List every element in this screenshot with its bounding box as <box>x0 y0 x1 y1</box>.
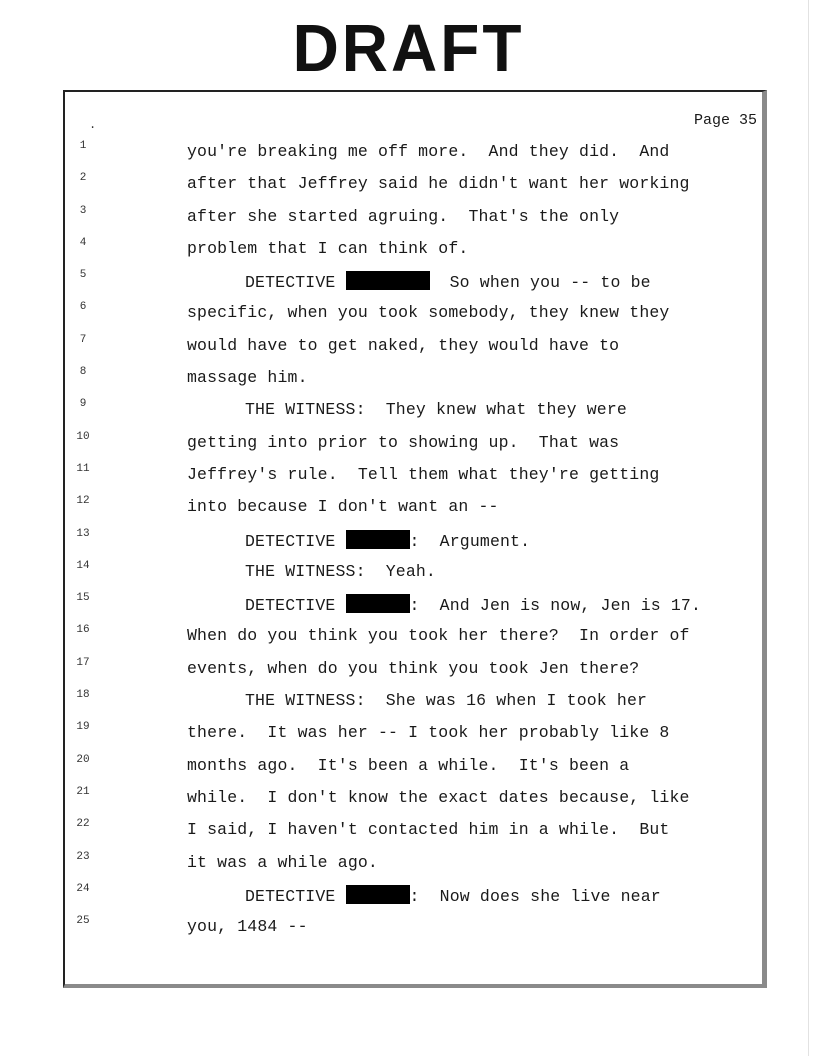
line-number: 15 <box>76 592 90 605</box>
line-number: 25 <box>76 915 90 928</box>
transcript-line <box>0 592 817 624</box>
transcript-line <box>0 915 817 947</box>
line-continuation: : And Jen is now, Jen is 17. <box>409 596 702 616</box>
line-text: problem that I can think of. <box>187 238 469 258</box>
line-text: after she started agruing. That's the only <box>187 206 620 226</box>
transcript-line <box>0 269 817 301</box>
line-text: it was a while ago. <box>187 852 378 872</box>
speaker-label: DETECTIVE <box>245 531 346 551</box>
line-number: 24 <box>76 882 90 895</box>
transcript-line <box>0 754 817 786</box>
line-continuation: So when you -- to be <box>429 273 651 293</box>
line-text: Jeffrey's rule. Tell them what they're getting <box>187 464 660 484</box>
transcript-line <box>0 528 817 560</box>
line-text: specific, when you took somebody, they knew they <box>187 303 670 323</box>
line-number: 21 <box>76 785 90 798</box>
line-text: I said, I haven't contacted him in a while. But <box>187 820 670 840</box>
line-text <box>187 885 661 906</box>
line-number: 12 <box>76 495 90 508</box>
line-continuation: : Now does she live near <box>409 886 661 906</box>
draft-stamp: DRAFT <box>292 10 525 86</box>
transcript-line <box>0 818 817 850</box>
line-number: 16 <box>76 624 90 637</box>
speaker-label: DETECTIVE <box>245 273 346 293</box>
transcript-line <box>0 140 817 172</box>
transcript-line <box>0 398 817 430</box>
transcript-line <box>0 495 817 527</box>
line-text: THE WITNESS: Yeah. <box>245 561 436 581</box>
transcript-line <box>0 657 817 689</box>
redaction-box <box>346 885 410 904</box>
line-number: 2 <box>79 172 87 185</box>
margin-tick: . <box>89 118 97 132</box>
line-text <box>187 271 651 292</box>
line-number: 7 <box>79 333 87 346</box>
line-text: you, 1484 -- <box>187 917 308 937</box>
line-number: 9 <box>79 398 87 411</box>
line-number: 14 <box>76 559 90 572</box>
line-number: 20 <box>76 753 90 766</box>
line-text: after that Jeffrey said he didn't want her working <box>187 174 690 194</box>
line-text: you're breaking me off more. And they did. And <box>187 142 670 161</box>
page-number: Page 35 <box>693 112 757 129</box>
line-text: When do you think you took her there? In order of <box>187 626 690 646</box>
line-number: 10 <box>76 430 90 443</box>
line-number: 11 <box>76 462 90 475</box>
line-number: 18 <box>76 689 90 702</box>
transcript-lines <box>0 140 817 947</box>
line-number: 19 <box>76 721 90 734</box>
line-number: 5 <box>79 269 87 282</box>
transcript-line <box>0 431 817 463</box>
line-text <box>187 594 701 615</box>
redaction-box <box>346 271 430 290</box>
speaker-label: DETECTIVE <box>245 596 346 616</box>
line-text: THE WITNESS: She was 16 when I took her <box>245 691 648 711</box>
line-text: massage him. <box>187 368 308 388</box>
transcript-line <box>0 366 817 398</box>
line-number: 13 <box>76 527 90 540</box>
redaction-box <box>346 594 410 613</box>
transcript-line <box>0 786 817 818</box>
line-number: 17 <box>76 656 90 669</box>
transcript-line <box>0 237 817 269</box>
transcript-line <box>0 689 817 721</box>
transcript-line <box>0 851 817 883</box>
transcript-line <box>0 334 817 366</box>
line-number: 22 <box>76 818 90 831</box>
line-text: events, when do you think you took Jen there? <box>187 658 640 678</box>
line-text: there. It was her -- I took her probably like 8 <box>187 723 670 743</box>
line-continuation: : Argument. <box>409 531 531 551</box>
transcript-line <box>0 172 817 204</box>
line-text <box>187 530 530 551</box>
transcript-line <box>0 624 817 656</box>
line-number: 1 <box>79 140 87 152</box>
speaker-label: DETECTIVE <box>245 886 346 906</box>
transcript-line <box>0 301 817 333</box>
transcript-line <box>0 205 817 237</box>
transcript-line <box>0 883 817 915</box>
line-text: THE WITNESS: They knew what they were <box>245 400 627 420</box>
line-text: would have to get naked, they would have to <box>187 335 620 355</box>
line-text: while. I don't know the exact dates because, like <box>187 787 690 807</box>
line-number: 23 <box>76 850 90 863</box>
redaction-box <box>346 530 410 549</box>
line-number: 4 <box>79 236 87 249</box>
line-number: 3 <box>79 204 87 217</box>
line-number: 6 <box>79 301 87 314</box>
line-number: 8 <box>79 366 87 379</box>
transcript-line <box>0 560 817 592</box>
transcript-line <box>0 721 817 753</box>
line-text: getting into prior to showing up. That was <box>187 432 620 452</box>
line-text: into because I don't want an -- <box>187 497 499 517</box>
transcript-line <box>0 463 817 495</box>
line-text: months ago. It's been a while. It's been a <box>187 755 630 775</box>
